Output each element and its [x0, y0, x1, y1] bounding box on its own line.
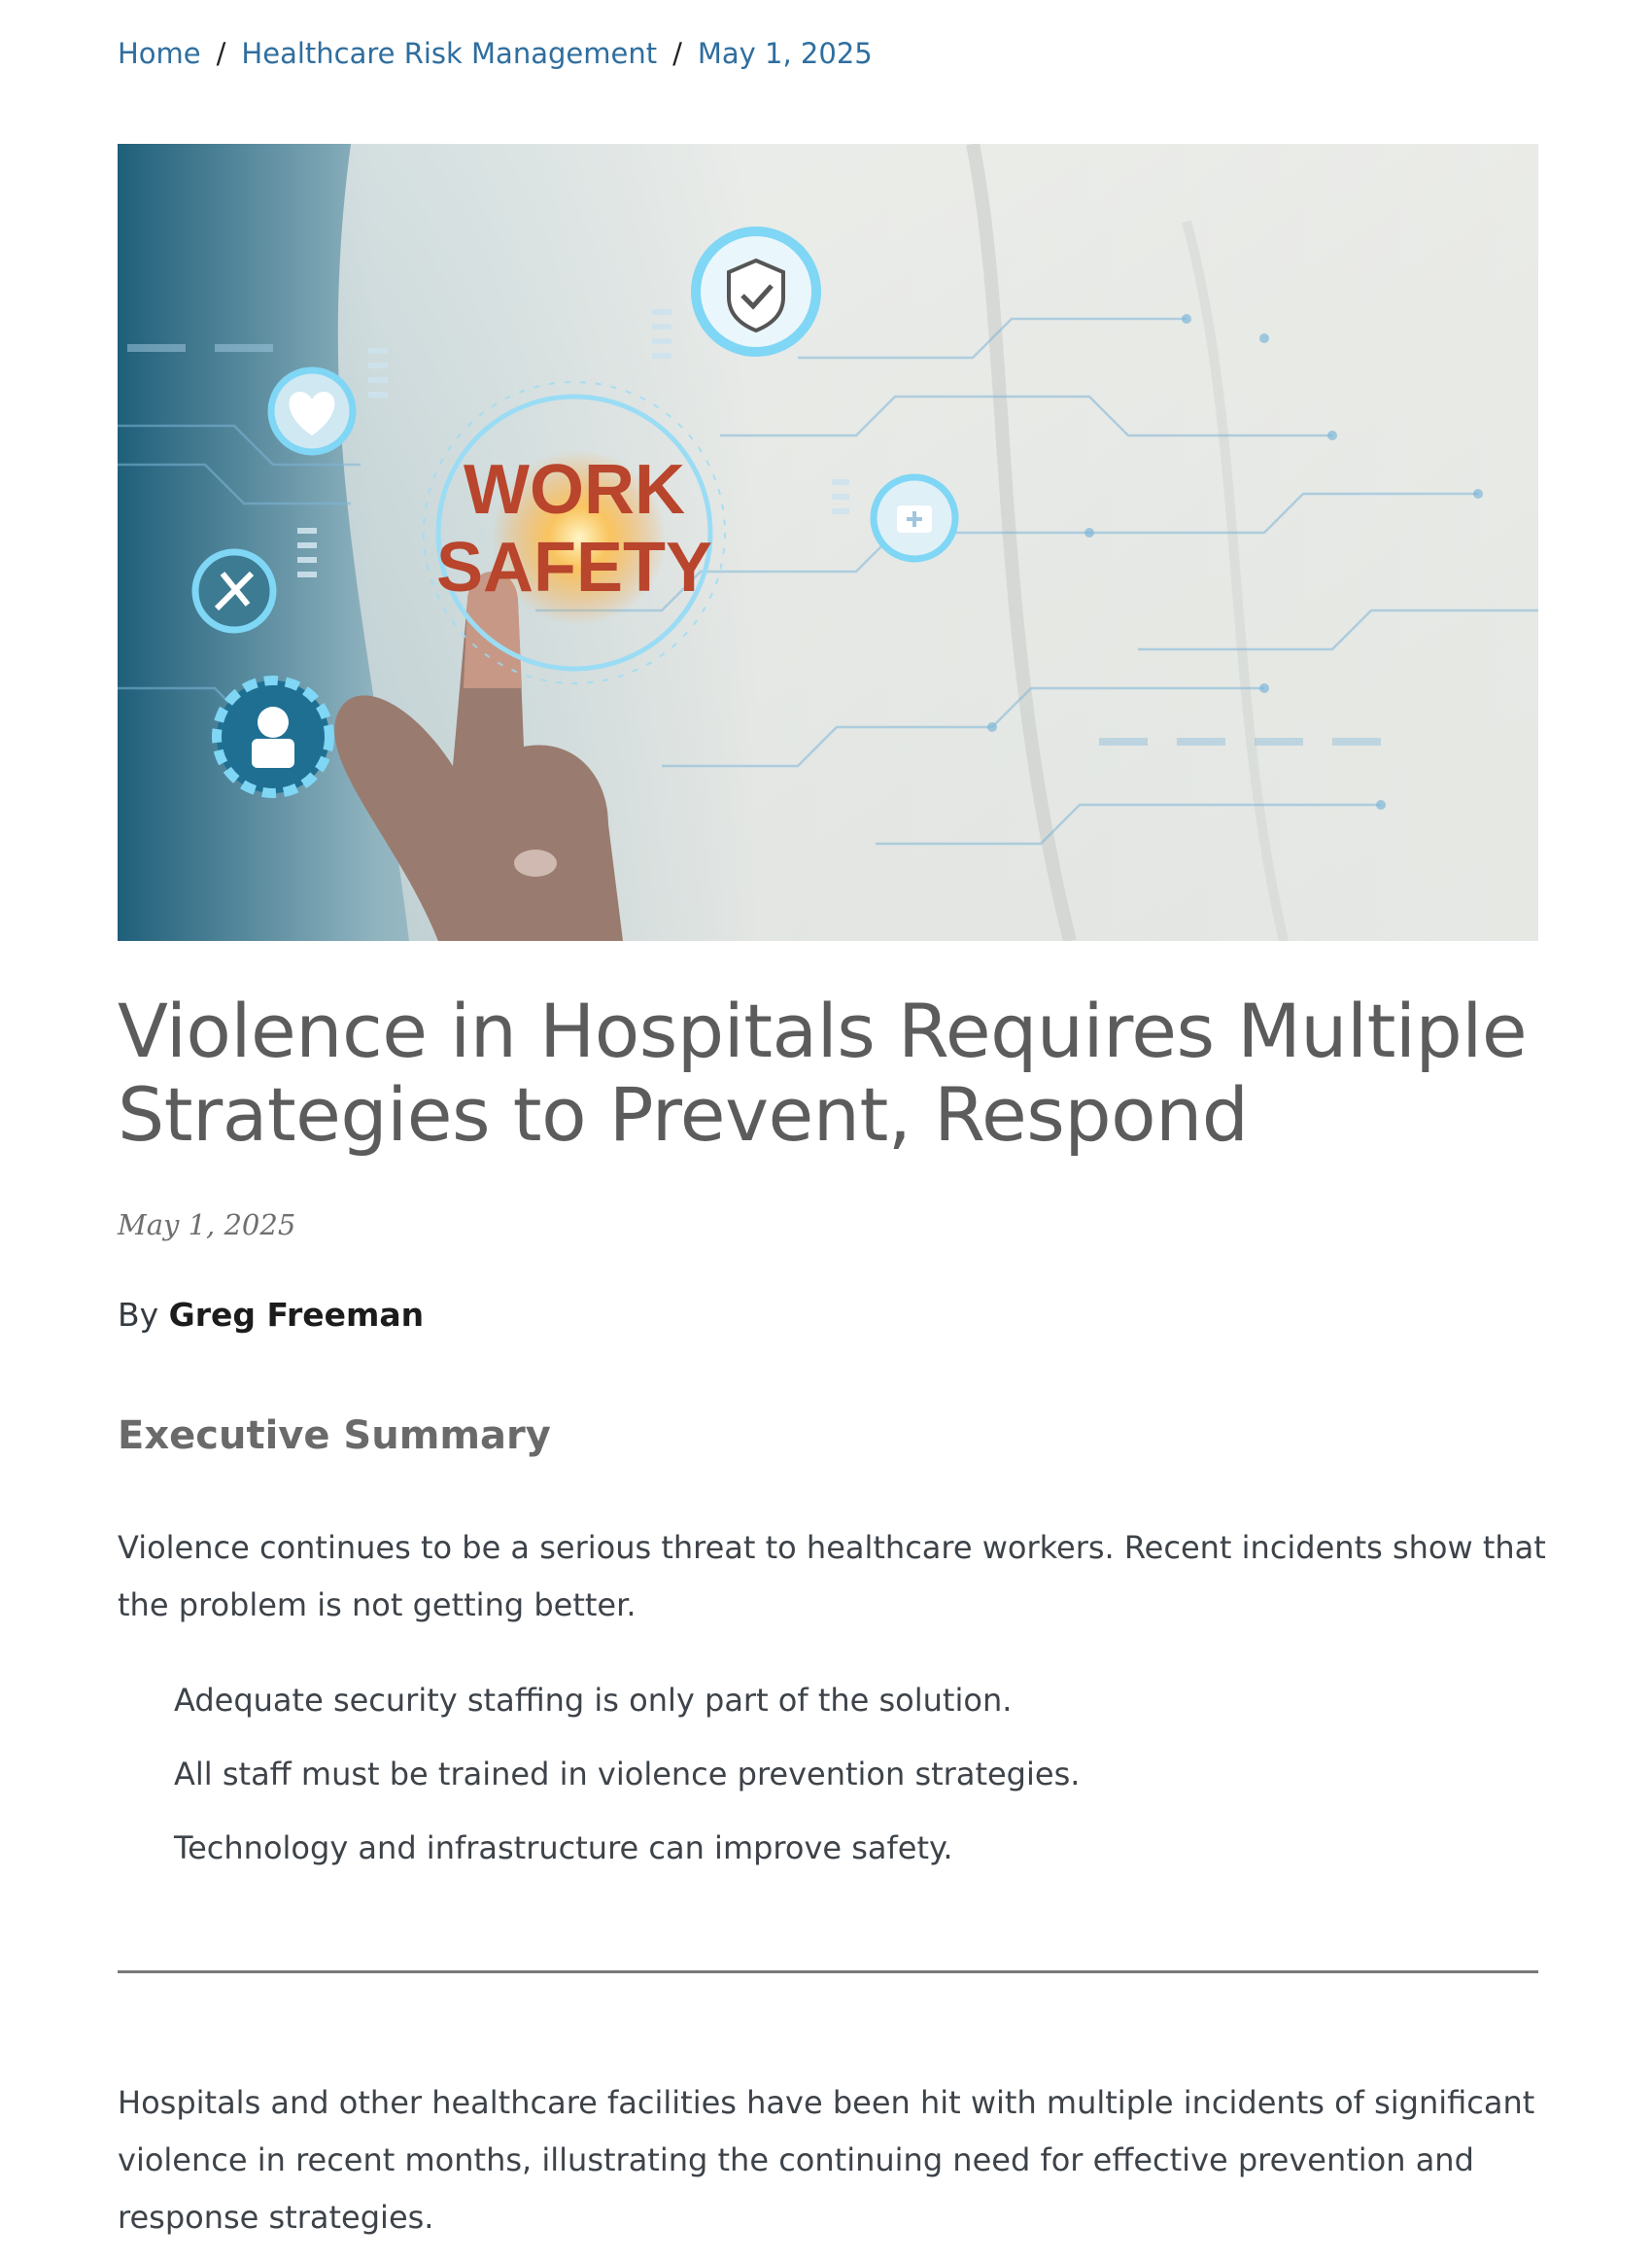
summary-bullet-list: [174, 1672, 1080, 1894]
byline: [118, 1296, 424, 1334]
hero-work-text: WORK: [464, 451, 685, 529]
list-item: Adequate security staffing is only part of the solution.: [174, 1682, 1013, 1719]
hero-safety-text: SAFETY: [435, 529, 713, 607]
breadcrumb-date-link[interactable]: May 1, 2025: [697, 37, 873, 70]
summary-paragraph: Violence continues to be a serious threat to healthcare workers. Recent incidents show that the problem is not getting better.: [118, 1529, 1546, 1623]
breadcrumb: [118, 37, 873, 70]
tools-icon: [195, 552, 273, 630]
breadcrumb-home-link[interactable]: Home: [118, 37, 201, 70]
hero-image: [118, 144, 1538, 941]
publication-date: May 1, 2025: [118, 1208, 296, 1241]
worker-icon: [217, 680, 329, 793]
section-divider: [118, 1970, 1538, 1973]
heart-pulse-icon: [271, 370, 353, 452]
breadcrumb-category-link[interactable]: Healthcare Risk Management: [241, 37, 658, 70]
first-aid-kit-icon: [874, 477, 955, 559]
breadcrumb-separator: /: [216, 37, 226, 70]
list-item: All staff must be trained in violence prevention strategies.: [174, 1756, 1081, 1792]
byline-prefix: By: [118, 1296, 159, 1334]
author-link[interactable]: Greg Freeman: [168, 1296, 425, 1334]
shield-check-icon: [696, 231, 816, 352]
breadcrumb-separator: /: [672, 37, 682, 70]
body-paragraph: Hospitals and other healthcare facilities have been hit with multiple incidents of significant violence in recent months, illustrating the continuing need for effective prevention and response strategies.: [118, 2084, 1535, 2236]
executive-summary-heading: Executive Summary: [118, 1413, 551, 1458]
list-item: Technology and infrastructure can improve safety.: [174, 1829, 953, 1866]
article-title: Violence in Hospitals Requires Multiple Strategies to Prevent, Respond: [118, 988, 1528, 1158]
